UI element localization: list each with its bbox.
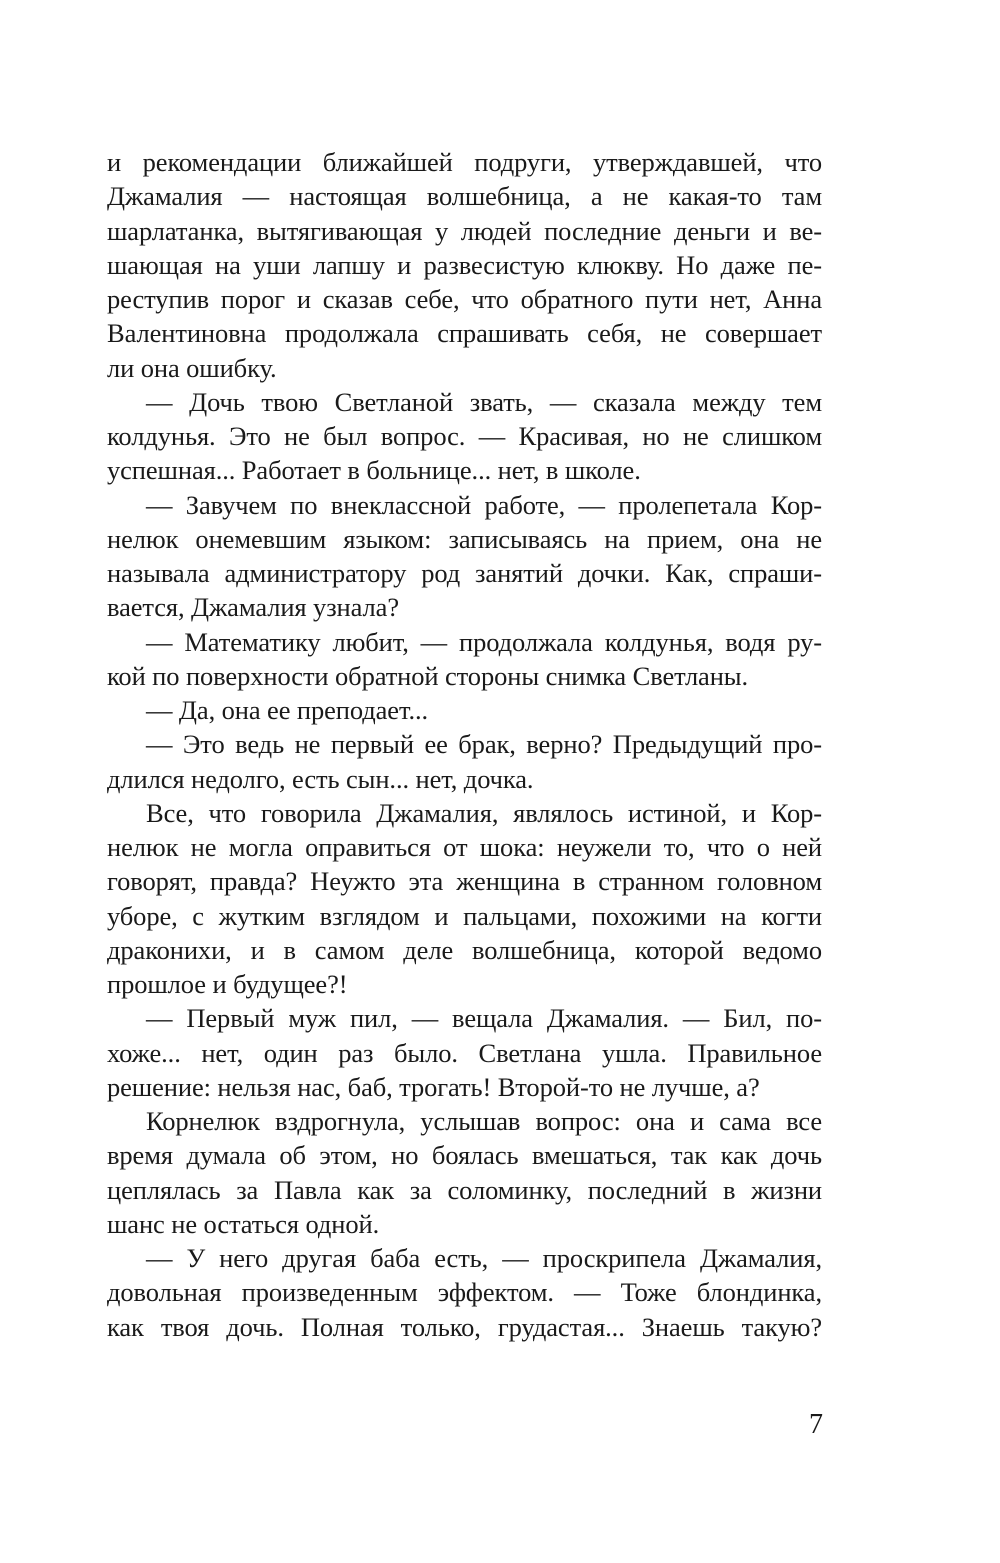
text-line: довольная произведенным эффектом. — Тоже блондинка, [107, 1277, 822, 1308]
page-body [107, 145, 822, 1344]
text-line: и рекомендации ближайшей подруги, утверждавшей, что [107, 147, 822, 177]
text-line: длился недолго, есть сын... нет, дочка. [107, 763, 534, 794]
text-line: шарлатанка, вытягивающая у людей последние деньги и ве- [107, 215, 822, 246]
text-line: уборе, с жутким взглядом и пальцами, похожими на когти [107, 900, 822, 931]
text-line: драконихи, и в самом деле волшебница, которой ведомо [107, 934, 822, 965]
text-line: как твоя дочь. Полная только, грудастая... Знаешь такую? [107, 1311, 822, 1342]
text-line: Все, что говорила Джамалия, являлось истиной, и Кор- [146, 797, 822, 828]
text-line: кой по поверхности обратной стороны снимка Светланы. [107, 660, 749, 691]
text-line: вается, Джамалия узнала? [107, 592, 399, 623]
text-line: — Дочь твою Светланой звать, — сказала между тем [146, 386, 822, 417]
text-line: прошлое и будущее?! [107, 969, 348, 999]
text-line: цеплялась за Павла как за соломинку, последний в жизни [107, 1174, 822, 1205]
text-line: называла администратору род занятий дочки. Как, спраши- [107, 558, 822, 588]
text-line: Валентиновна продолжала спрашивать себя, не совершает [107, 318, 822, 349]
text-line: хоже... нет, один раз было. Светлана ушла. Правильное [107, 1037, 822, 1068]
text-line: — Завучем по внеклассной работе, — пролепетала Кор- [146, 489, 822, 520]
text-line: ли она ошибку. [107, 352, 277, 383]
text-line: шающая на уши лапшу и развесистую клюкву. Но даже пе- [107, 249, 822, 280]
page-number: 7 [809, 1409, 823, 1440]
text-line: — Математику любит, — продолжала колдунья, водя ру- [146, 626, 822, 657]
text-line: говорят, правда? Неужто эта женщина в странном головном [107, 866, 822, 897]
text-line: реступив порог и сказав себе, что обратного пути нет, Анна [107, 284, 822, 314]
text-line: Корнелюк вздрогнула, услышав вопрос: она и сама все [146, 1106, 822, 1136]
text-line: — Да, она ее преподает... [146, 695, 429, 725]
text-line: успешная... Работает в больнице... нет, в школе. [107, 455, 641, 486]
text-line: решение: нельзя нас, баб, трогать! Второй-то не лучше, а? [107, 1071, 760, 1102]
text-line: время думала об этом, но боялась вмешаться, так как дочь [107, 1140, 822, 1171]
text-line: колдунья. Это не был вопрос. — Красивая, но не слишком [107, 421, 822, 451]
text-line: нелюк не могла оправиться от шока: неужели то, что о ней [107, 832, 822, 862]
text-line: — Это ведь не первый ее брак, верно? Предыдущий про- [146, 729, 822, 760]
text-line: Джамалия — настоящая волшебница, а не какая-то там [107, 181, 822, 212]
text-line: — Первый муж пил, — вещала Джамалия. — Бил, по- [146, 1003, 822, 1034]
text-line: нелюк онемевшим языком: записываясь на прием, она не [107, 523, 822, 554]
text-line: шанс не остаться одной. [107, 1208, 380, 1239]
text-line: — У него другая баба есть, — проскрипела Джамалия, [146, 1243, 822, 1273]
